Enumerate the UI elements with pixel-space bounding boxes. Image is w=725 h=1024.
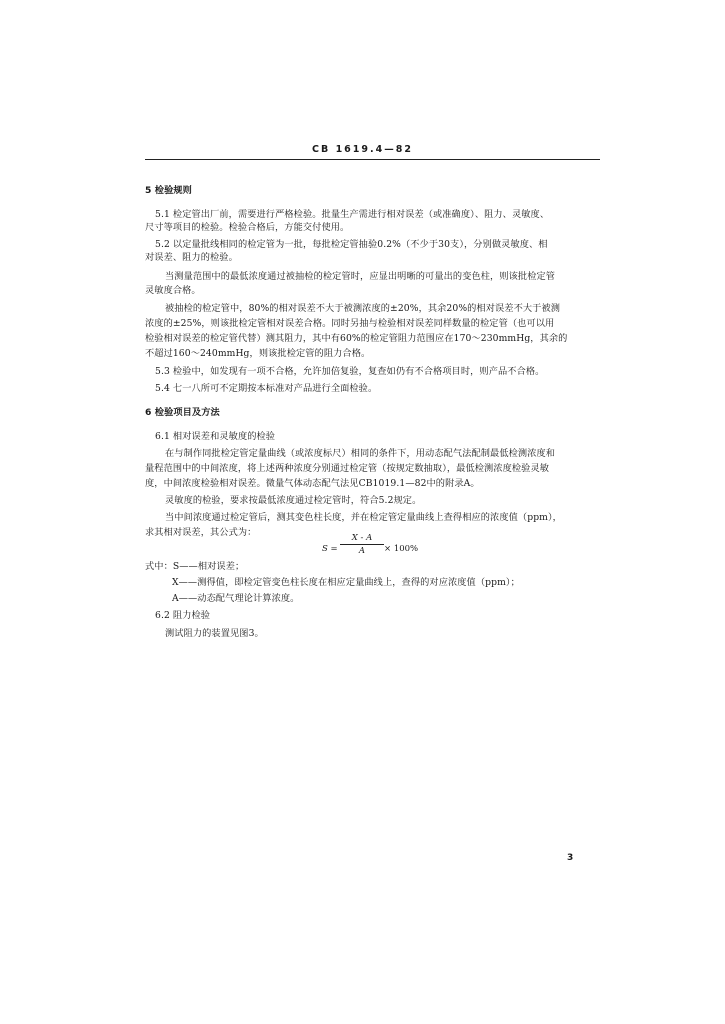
formula-lhs: S =	[322, 544, 338, 554]
paragraph-line: 求其相对误差，其公式为：	[145, 527, 257, 538]
paragraph-line: 度，中间浓度检验相对误差。微量气体动态配气法见CB1019.1—82中的附录A。	[145, 478, 480, 489]
page-number: 3	[567, 853, 574, 863]
paragraph-line: 当中间浓度通过检定管后，测其变色柱长度，并在检定管定量曲线上查得相应的浓度值（ppm），	[165, 512, 562, 523]
formula-rhs: × 100%	[384, 544, 419, 554]
fraction-bar	[340, 544, 384, 545]
relative-error-formula	[322, 533, 432, 565]
paragraph-line: 对误差、阻力的检验。	[145, 252, 238, 263]
header-rule	[145, 159, 600, 160]
formula-numerator: X - A	[351, 533, 373, 543]
paragraph-line: 测试阻力的装置见图3。	[165, 628, 264, 639]
formula-denominator: A	[358, 546, 366, 556]
formula-legend-line: X——测得值，即检定管变色柱长度在相应定量曲线上，查得的对应浓度值（ppm）；	[172, 577, 520, 588]
paragraph-line: 检验相对误差的检定管代替）测其阻力，其中有60%的检定管阻力范围应在170～230mmHg，其余的	[145, 333, 568, 344]
subsection-6-2-heading: 6.2 阻力检验	[155, 610, 211, 621]
paragraph-line: 灵敏度合格。	[145, 285, 201, 296]
formula-legend-line: 式中：S——相对误差；	[145, 561, 245, 572]
paragraph-line: 在与制作同批检定管定量曲线（或浓度标尺）相同的条件下，用动态配气法配制最低检测浓度和	[165, 448, 556, 459]
formula-legend-line: A——动态配气理论计算浓度。	[172, 593, 300, 604]
paragraph-line: 5.1 检定管出厂前，需要进行严格检验。批量生产需进行相对误差（或准确度）、阻力、灵敏度、	[155, 209, 550, 220]
paragraph-line: 量程范围中的中间浓度，将上述两种浓度分别通过检定管（按规定数抽取），最低检测浓度检验灵敏	[145, 463, 550, 474]
standard-code-header: CB 1619.4—82	[312, 144, 413, 155]
section-5-heading: 5 检验规则	[145, 185, 192, 196]
paragraph-line: 尺寸等项目的检验。检验合格后，方能交付使用。	[145, 222, 350, 233]
paragraph-line: 灵敏度的检验，要求按最低浓度通过检定管时，符合5.2规定。	[165, 495, 422, 506]
subsection-6-1-heading: 6.1 相对误差和灵敏度的检验	[155, 431, 276, 442]
section-6-heading: 6 检验项目及方法	[145, 407, 220, 418]
paragraph-line: 浓度的±25%，则该批检定管相对误差合格。同时另抽与检验相对误差同样数量的检定管（也可以用	[145, 318, 555, 329]
paragraph-line: 当测量范围中的最低浓度通过被抽检的检定管时，应显出明晰的可量出的变色柱，则该批检定管	[165, 271, 556, 282]
paragraph-line: 5.3 检验中，如发现有一项不合格，允许加倍复验，复查如仍有不合格项目时，则产品不合格。	[155, 366, 545, 377]
paragraph-line: 5.2 以定量批线相同的检定管为一批，每批检定管抽验0.2%（不少于30支），分别做灵敏度、相	[155, 239, 548, 250]
paragraph-line: 被抽检的检定管中，80%的相对误差不大于被测浓度的±20%，其余20%的相对误差不大于被测	[165, 303, 561, 314]
paragraph-line: 5.4 七一八所可不定期按本标准对产品进行全面检验。	[155, 383, 378, 394]
paragraph-line: 不超过160～240mmHg，则该批检定管的阻力合格。	[145, 348, 371, 359]
